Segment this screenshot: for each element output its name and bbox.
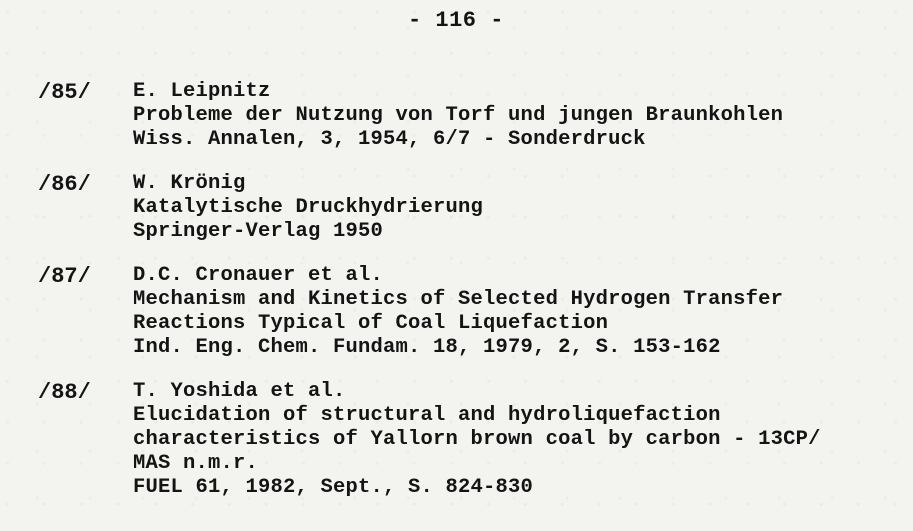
reference-author: D.C. Cronauer et al. bbox=[133, 264, 384, 287]
reference-author: T. Yoshida et al. bbox=[133, 380, 346, 403]
reference-title: characteristics of Yallorn brown coal by carbon - 13CP/ bbox=[133, 428, 821, 451]
reference-label: /86/ bbox=[38, 172, 91, 197]
reference-text bbox=[133, 172, 903, 244]
page-number: - 116 - bbox=[408, 8, 504, 33]
reference-title: Katalytische Druckhydrierung bbox=[133, 196, 484, 219]
reference-source: Wiss. Annalen, 3, 1954, 6/7 - Sonderdruck bbox=[133, 128, 646, 151]
reference-title: Probleme der Nutzung von Torf und jungen Braunkohlen bbox=[133, 104, 784, 127]
reference-label: /85/ bbox=[38, 80, 91, 105]
reference-label: /88/ bbox=[38, 380, 91, 405]
reference-text bbox=[133, 380, 903, 500]
reference-author: E. Leipnitz bbox=[133, 80, 271, 103]
reference-title: MAS n.m.r. bbox=[133, 452, 259, 475]
reference-source: Springer-Verlag 1950 bbox=[133, 220, 384, 243]
reference-text bbox=[133, 80, 903, 152]
reference-source: FUEL 61, 1982, Sept., S. 824-830 bbox=[133, 476, 534, 499]
reference-label: /87/ bbox=[38, 264, 91, 289]
reference-title: Mechanism and Kinetics of Selected Hydrogen Transfer bbox=[133, 288, 784, 311]
reference-title: Reactions Typical of Coal Liquefaction bbox=[133, 312, 609, 335]
reference-author: W. Krönig bbox=[133, 172, 246, 195]
reference-title: Elucidation of structural and hydroliquefaction bbox=[133, 404, 721, 427]
reference-source: Ind. Eng. Chem. Fundam. 18, 1979, 2, S. 153-162 bbox=[133, 336, 721, 359]
reference-text bbox=[133, 264, 903, 360]
